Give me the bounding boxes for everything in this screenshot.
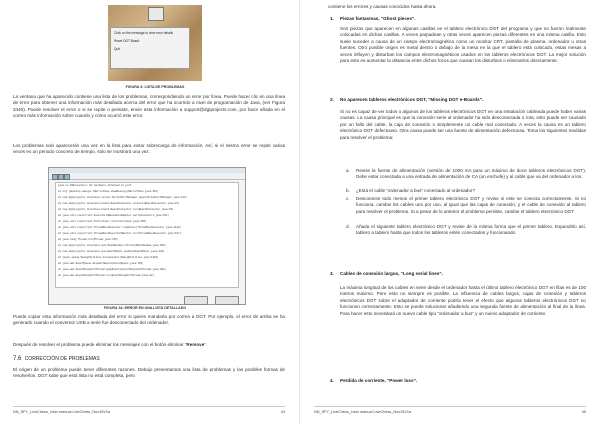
toolbar-icon: [64, 174, 70, 180]
error-detail-screenshot: [48, 167, 246, 305]
tray-icon: [148, 7, 164, 21]
dialog-button: [184, 296, 208, 305]
figure1-caption: FIGURA 3: LISTA DE PROBLEMAS: [125, 85, 185, 89]
error-line: at org.jdesktop.swingx.JXErrorPane.showDialog(JXErrorPane.java:416): [58, 190, 159, 193]
paragraph-problem-origin: El origen de un problema puede tener diferentes razones. Debajo presentamos una lista de problemas y las posibles formas de resolverlos. DGT sabe que está lista no está completa, pero: [13, 367, 285, 379]
remove-label: Remove: [186, 342, 205, 347]
error-line: at com.dgtprojects.livechess.board.BoardConnector.run(BoardConnector.java:63): [58, 208, 174, 211]
paragraph-long-lines: La máxima longitud de los cables en serie desde el ordenador hasta el último tablero electrónico DGT en filas es de 100 metros máximo. Pero esto no siempre es posible. La influencia de cables largos, cajas de conexión y tableros electrónicos DGT sobre el adaptador de corriente podría tener el efecto que algunos tableros electrónicos DGT no funcionen correctamente. Esto se puede solucionar añadiendo una segunda fuente de alimentación al final de la línea. Para hacer esto necesitará un nuevo cable tipo “ordenador a bus” y un nuevo adaptador de corriente.: [340, 285, 586, 316]
figure2-caption: FIGURA 34: ERROR EN UNA LISTA DETALLADO: [103, 306, 187, 310]
context-menu: [110, 27, 190, 69]
subitem-letter: c.: [346, 196, 350, 201]
subitem-power-supply: Revise la fuente de alimentación (versión de 1000 mA para un máximo de doce tableros electrónicos DGT). Debe estar conectada a una entrada de alimentación de CA (un enchufe) y al cable que va del ordenador a los.: [356, 168, 586, 180]
menu-item-reset: Reset DGT Board: [114, 39, 140, 43]
dialog-toolbar: [49, 173, 245, 180]
error-line: at java.lang.Thread.run(Thread.java:745): [58, 238, 119, 241]
section-title: CORRECCIÓN DE PROBLEMAS: [24, 356, 100, 362]
footer-document-code: NN_SFY_LiveChess_User manual LiveChess_Nov15V1a: [13, 410, 111, 414]
right-footer: [314, 406, 586, 417]
paragraph-error-list: La ventana que ha aparecido contiene una lista de los problemas, correspondiendo un error por línea. Puede hacer clic en una línea de error para obtener una información más detallada acerca del error que ha ocurrido a nivel de programación de Java, (ver Figura 3440). Puede resolver el error o si se repite o persiste, envíe esta información a support@dgtprojects.com, por favor añada en el correo más información sobre cuando y cómo ocurrió este error.: [13, 94, 285, 119]
problem-list-screenshot: [108, 5, 202, 81]
paragraph-remove-messages: Después de resolver el problema puede eliminar los mensajes con el botón eliminar “Remove”.: [13, 342, 208, 347]
item-number: 2.: [330, 97, 334, 102]
footer-document-code: NN_SFY_LiveChess_User manual LiveChess_Nov15V1a: [314, 410, 412, 414]
error-line: at java.util.concurrent.FutureTask.run(FutureTask.java:266): [58, 220, 147, 223]
error-line: at java.util.concurrent.ThreadPoolExecutor$Worker.run(ThreadPoolExecutor.java:617): [58, 232, 182, 235]
item-number: 3.: [330, 271, 334, 276]
paragraph-repeat-errors: Los problemas solo aparecerán una vez en la lista para evitar sobrecarga de información. Así, si el mismo error se repite varias veces en un periodo concreto de tiempo, solo se mostrará una vez.: [13, 143, 285, 155]
page-number: 45: [581, 410, 586, 414]
item-title-ghost-pieces: Piezas fantasmas, “Ghost pieces”.: [340, 16, 416, 21]
error-line: at java.util.concurrent.Executors$RunnableAdapter.call(Executors.java:511): [58, 214, 170, 217]
subitem-letter: b.: [346, 188, 350, 193]
item-number: 4.: [330, 378, 334, 383]
error-line: at com.dgtprojects.livechess.board.BoardConnector.connect(BoardConnector.java:87): [58, 202, 180, 205]
dialog-button: [215, 296, 239, 305]
paragraph-ghost-pieces: Son piezas que aparecen en algunas casillas en el tablero electrónico DGT del programa y que no fueron realmente colocadas en dichas casillas. A veces parpadean y otras veces aparecen piezas diferentes en una misma casilla. Esto suele suceder a causa de un campo electromagnético como un monitor CRT, pantalla de plasma, ordenador u otras fuentes. Otro posible origen es metal dentro o debajo de la mesa en la que el tablero está colocado, estas mesas a veces influyen y disturban los campos electromagnéticos usados en los tableros electrónicos DGT. La mejor solución para esto es aumentar la distancia entre dichos focos que causan los disturbios o eliminarlos directamente.: [340, 26, 586, 64]
error-line: at java.awt.EventDispatchThread.run(EventDispatchThread.java:82): [58, 274, 155, 277]
item-title-long-lines: Cables de conexión largos, “Long serial lines”.: [340, 271, 443, 276]
item-number: 1.: [330, 16, 334, 21]
error-line: at com.dgtprojects.livechess.gui.BoardPanel.update(BoardPanel.java:144): [58, 250, 165, 253]
error-line: at java.util.concurrent.ThreadPoolExecutor.runWorker(ThreadPoolExecutor.java:1142): [58, 226, 182, 229]
subitem-cable-check: ¿Está el cable “ordenador a bus” conectado al ordenador?: [356, 188, 476, 193]
item-title-power-loss: Perdida de corriente, “Power loss”.: [340, 378, 418, 383]
item-title-missing-boards: No aparecen tableros electrónicos DGT, “Missing DGT e-Boards”.: [340, 97, 484, 102]
paragraph-intro: contiene los errores y causas conocidos hasta ahora.: [328, 4, 437, 9]
paragraph-copy-error: Puede copiar esta información más detallada del error si quiere mandarla por correo a DGT. Por ejemplo, el error de arriba se ha generado cuando el conversor USB a serie fue desconectado del ordenador.: [13, 314, 285, 326]
error-line: at com.dgtprojects.livechess.gui.MainWindow.refresh(MainWindow.java:205): [58, 244, 167, 247]
section-heading: [13, 356, 100, 362]
left-footer: [13, 406, 285, 417]
error-line: at com.dgtprojects.livechess.serial.SerialPortManager.open(SerialPortManager.java:112): [58, 196, 188, 199]
paragraph-missing-boards: Si no es capaz de ver todos o algunos de los tableros electrónicos DGT en una instalación cableada puede haber varias causas. La causa principal es que la conexión serie al ordenador ha sido desconectada o rota, esto puede ser causado por un fallo del cable, la caja de conexión o simplemente un cable mal conectado. A veces la causa es un tablero electrónico DGT defectuoso. Otra causa puede ser una fuente de alimentación defectuosa. Toma los siguientes medidas para resolver el problema:: [340, 109, 586, 140]
error-line: at java.awt.EventDispatchThread.pumpEvents(EventDispatchThread.java:201): [58, 268, 167, 271]
subitem-letter: d.: [346, 224, 350, 229]
error-line: java.io.IOException: No hardware attached to port: [58, 184, 132, 187]
subitem-add-board: Añada el siguiente tablero electrónico DGT y revise de la misma forma que el primer tablero. Expandirlo así, tablero a tablero hasta que todos los tableros estén conectados y funcionando.: [356, 224, 586, 236]
error-line: at java.awt.EventQueue.dispatchEvent(EventQueue.java:726): [58, 262, 144, 265]
menu-item-view-errors: Click on the message to view error details: [114, 31, 173, 35]
subitem-letter: a.: [346, 168, 350, 173]
right-page: [300, 0, 600, 424]
subitem-disconnect: Desconecte todo menos el primer tablero electrónico DGT y revise si este se conecta correctamente. Si no funciona, cambie los cables uno por uno, al igual que las cajas de conexión, y el cable de conexión al tablero para resolver el problema. Si a pesar de lo anterior el problema persiste, cambie el tablero electrónico DGT.: [356, 196, 586, 214]
error-detail-area: [55, 182, 239, 288]
dialog-buttons: [181, 292, 239, 300]
error-line: at javax.swing.SwingUtilities.invokeLater(SwingUtilities.java:1323): [58, 256, 159, 259]
page-number: 44: [280, 410, 285, 414]
section-number: 7.6: [13, 356, 22, 362]
menu-item-quit: Quit: [114, 47, 120, 51]
